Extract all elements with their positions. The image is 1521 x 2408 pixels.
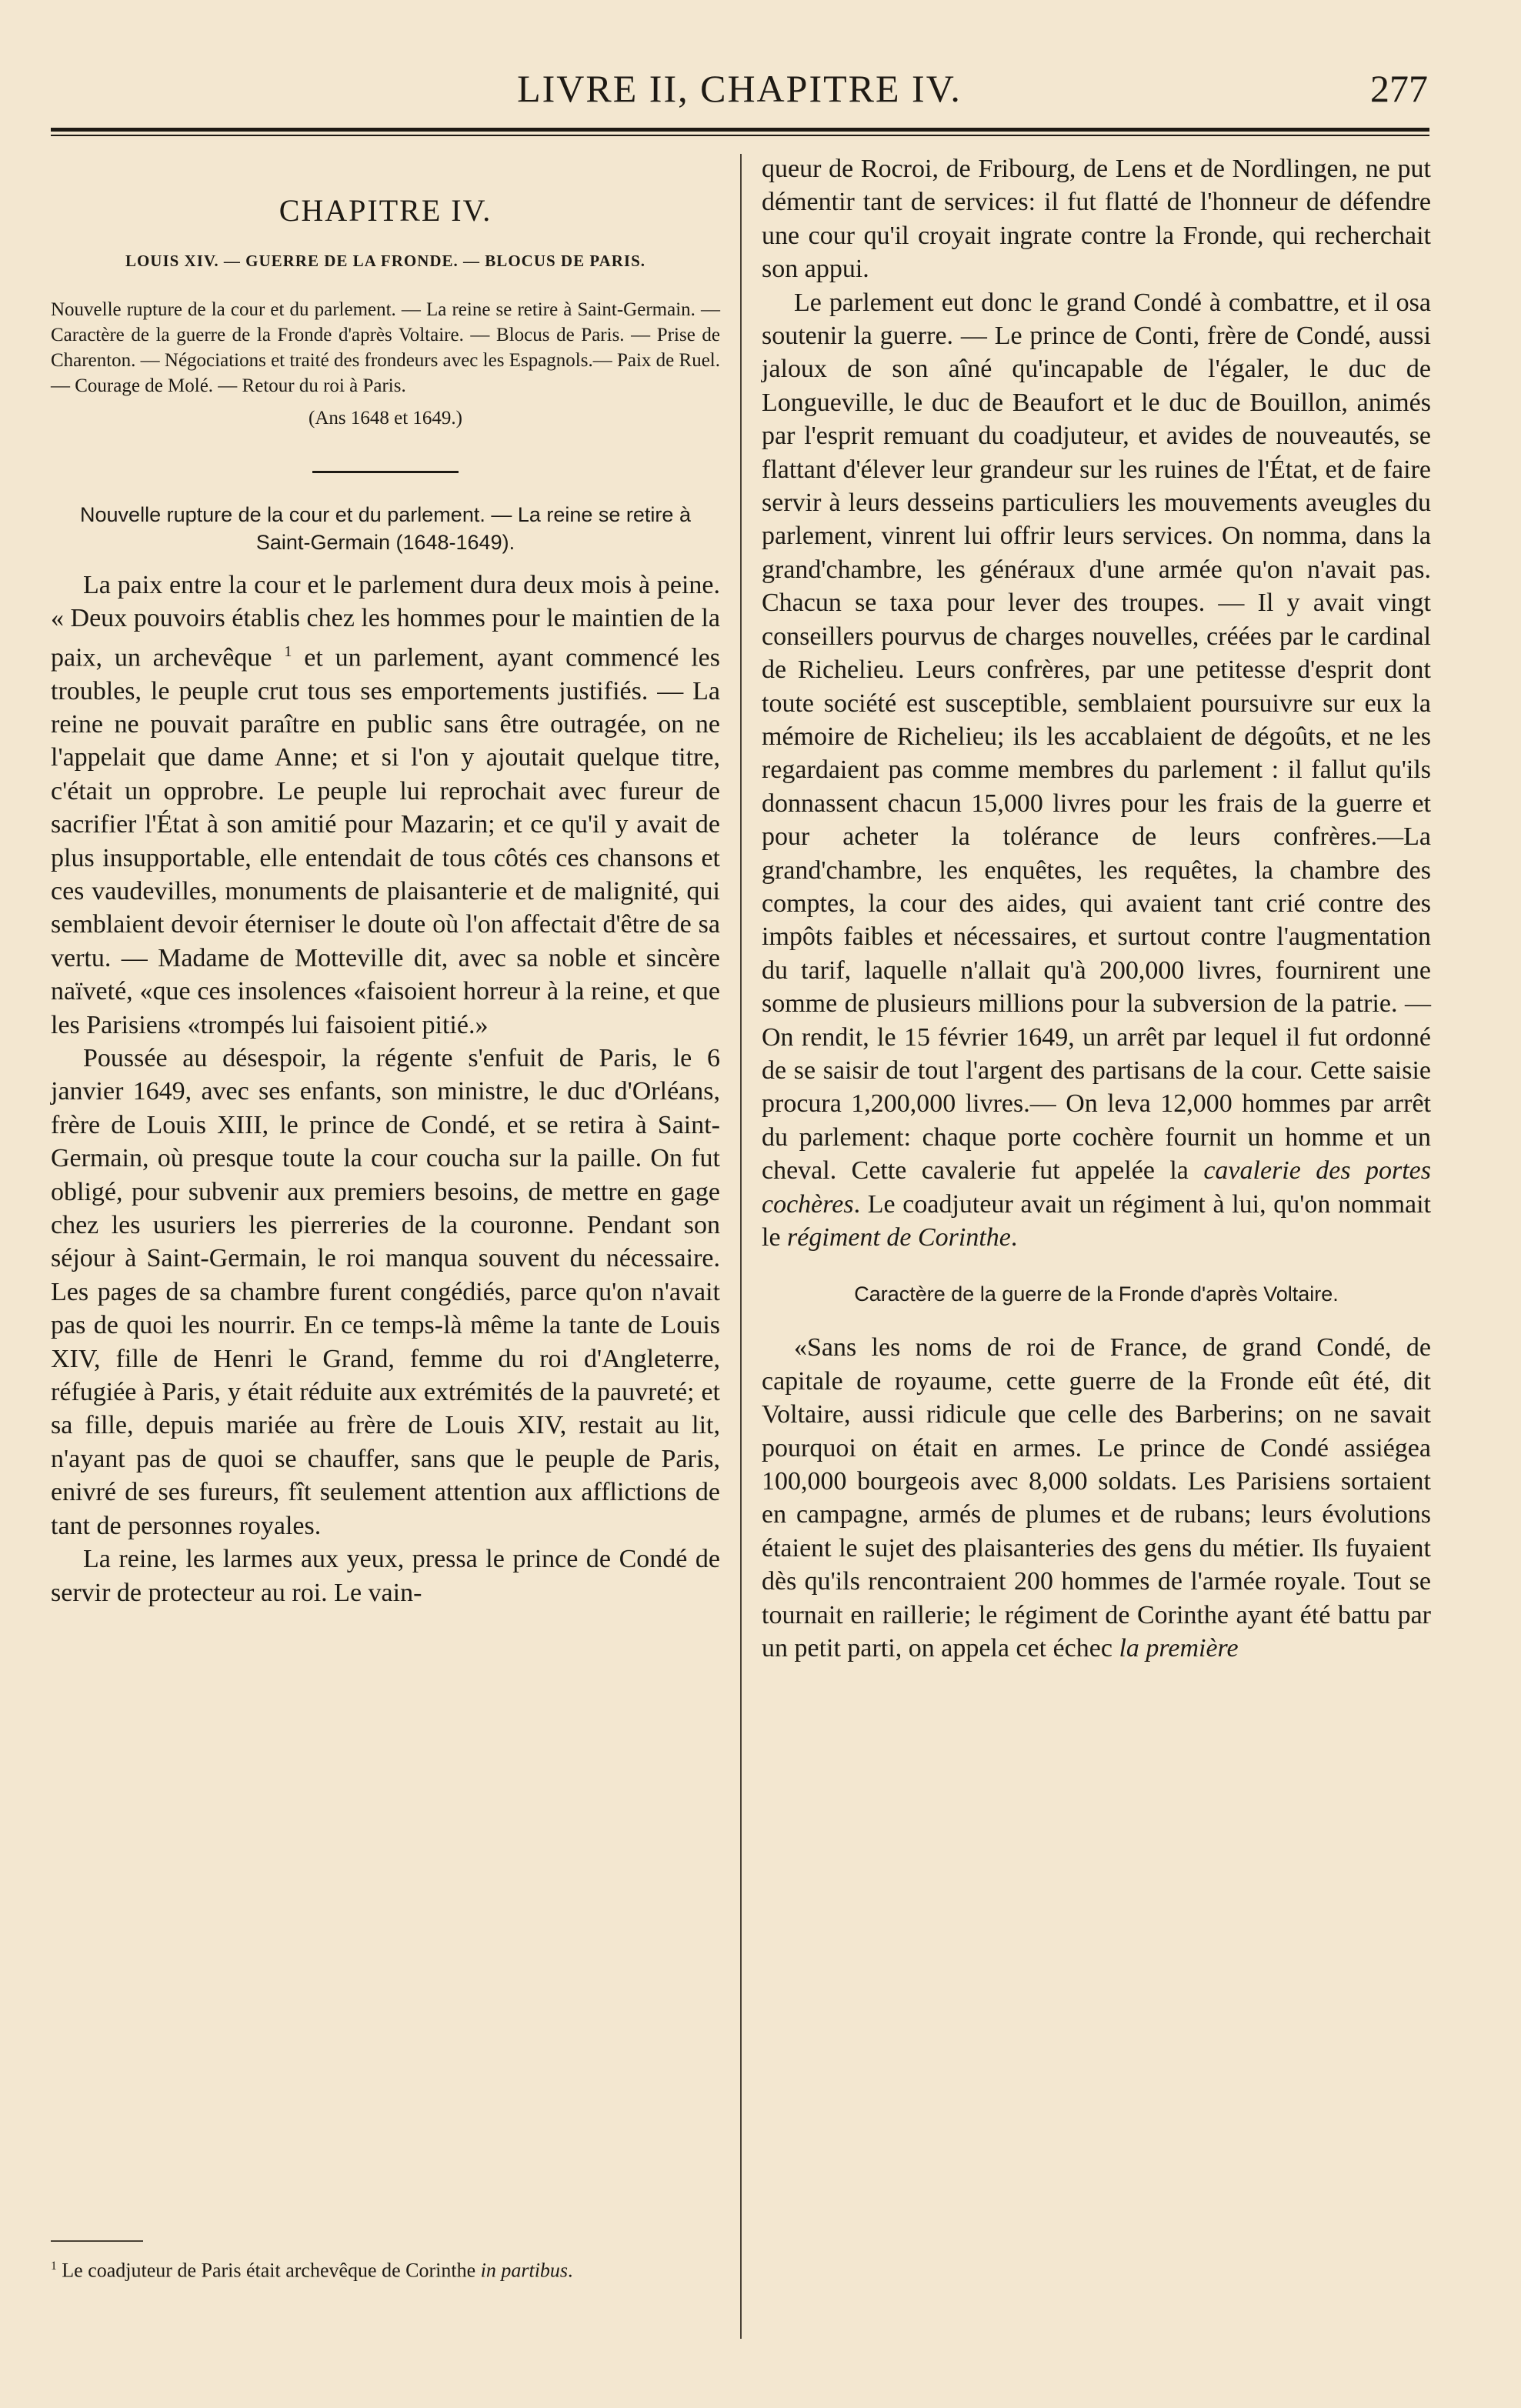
paragraph-4: Le parlement eut donc le grand Condé à combattre, et il osa soutenir la guerre. — Le prince de Conti, frère de Condé, aussi jaloux de son aîné qu'incapable de l'égaler, le duc de Longueville, le duc de Beaufort et le duc de Bouillon, animés par l'esprit remuant du coadjuteur, et avides de nouveautés, se flattant d'élever leur grandeur sur les ruines de l'État, et de faire servir à leurs desseins particuliers les mouvements aveugles du parlement, vinrent lui offrir leurs services. On nomma, dans la grand'chambre, les généraux d'une armée qu'on n'avait pas. Chacun se taxa pour lever des troupes. — Il y avait vingt conseillers pourvus de charges nouvelles, créées par le cardinal de Richelieu. Leurs confrères, par une petitesse d'esprit dont toute société est susceptible, semblaient poursuivre sur eux la mémoire de Richelieu; ils les accablaient de dégoûts, et ne les regardaient pas comme membres du parlement : il fallut qu'ils donnassent chacun 15,000 livres pour les frais de la guerre et pour acheter la tolérance de leurs confrères.—La grand'chambre, les enquêtes, les requêtes, la chambre des comptes, la cour des aides, qui avaient tant crié contre des impôts faibles et nécessaires, et surtout contre l'augmentation du tarif, laquelle n'allait qu'à 200,000 livres, fournirent une somme de plusieurs millions pour la subversion de la patrie. — On rendit, le 15 février 1649, un arrêt par lequel il fut ordonné de se saisir de tout l'argent des partisans de la cour. Cette saisie procura 1,200,000 livres.— On leva 12,000 hommes par arrêt du parlement: chaque porte cochère fournit un homme et un cheval. Cette cavalerie fut appelée la cavalerie des portes cochères. Le coadjuteur avait un régiment à lui, qu'on nommait le régiment de Corinthe. — [762, 288, 1432, 1252]
header-rule-thin — [51, 135, 1429, 136]
chapter-title: CHAPITRE IV. — [279, 193, 492, 228]
section-rule — [312, 471, 459, 473]
left-column — [51, 162, 720, 1609]
page-number: 277 — [1370, 67, 1428, 110]
footnote: $^1$ Le coadjuteur de Paris était archevêque de Corinthe in partibus. — [51, 2259, 573, 2282]
right-column — [762, 152, 1431, 1665]
section-heading-2: Caractère de la guerre de la Fronde d'après Voltaire. — [854, 1282, 1339, 1306]
footnote-rule — [51, 2240, 143, 2242]
paragraph-3: La reine, les larmes aux yeux, pressa le prince de Condé de servir de protecteur au roi. Le vain- — [51, 1545, 720, 1607]
chapter-dates: (Ans 1648 et 1649.) — [309, 408, 462, 429]
paragraph-5: «Sans les noms de roi de France, de grand Condé, de capitale de royaume, cette guerre de la Fronde eût été, dit Voltaire, aussi ridicule que celle des Barberins; on ne savait pourquoi on était en armes. Le prince de Condé assiégea 100,000 bourgeois avec 8,000 soldats. Les Parisiens sortaient en campagne, armés de plumes et de rubans; leurs évolutions étaient le sujet des plaisanteries des gens du métier. Ils fuyaient dès qu'ils rencontraient 200 hommes de l'armée royale. Tout se tournait en raillerie; le régiment de Corinthe ayant été battu par un petit parti, on appela cet échec la première — [762, 1333, 1431, 1663]
paragraph-1: La paix entre la cour et le parlement dura deux mois à peine. « Deux pouvoirs établis chez les hommes pour le maintien de la paix, un archevêque $^1$ et un parlement, ayant commencé les troubles, le peuple crut tous ses emportements justifiés. — La reine ne pouvait paraître en public sans être outragée, on ne l'appelait que dame Anne; et si l'on y ajoutait quelque titre, c'était un opprobre. Le peuple lui reprochait avec fureur de sacrifier l'État à son amitié pour Mazarin; et ce qu'il y avait de plus insupportable, elle entendait de tous côtés ces chansons et ces vaudevilles, monuments de plaisanterie et de malignité, qui semblaient devoir éterniser le doute où l'on affectait d'être de sa vertu. — Madame de Motteville dit, avec sa noble et sincère naïveté, «que ces insolences «faisoient horreur à la reine, et que les Parisiens «trompés lui faisoient pitié.» — [51, 571, 721, 1039]
footnote-marker: 1 — [284, 642, 292, 660]
chapter-subtitle: LOUIS XIV. — GUERRE DE LA FRONDE. — BLOCUS DE PARIS. — [125, 252, 646, 270]
header-rule-thick — [51, 128, 1429, 132]
section-heading-1: Nouvelle rupture de la cour et du parlement. — La reine se retire à Saint-Germain (1648-1649). — [80, 503, 691, 554]
paragraph-3-continued: queur de Rocroi, de Fribourg, de Lens et de Nordlingen, ne put démentir tant de services: il fut flatté de l'honneur de défendre une cour qu'il croyait ingrate contre la Fronde, qui recherchait son appui. — [762, 155, 1431, 284]
running-title: LIVRE II, CHAPITRE IV. — [517, 67, 962, 110]
paragraph-2: Poussée au désespoir, la régente s'enfuit de Paris, le 6 janvier 1649, avec ses enfants, son ministre, le duc d'Orléans, frère de Louis XIII, le prince de Condé, et se retira à Saint-Germain, où presque toute la cour coucha sur la paille. On fut obligé, pour subvenir aux premiers besoins, de mettre en gage chez les usuriers les pierreries de la couronne. Pendant son séjour à Saint-Germain, le roi manqua souvent du nécessaire. Les pages de sa chambre furent congédiés, parce qu'on n'avait pas de quoi les nourrir. En ce temps-là même la tante de Louis XIV, fille de Henri le Grand, femme du roi d'Angleterre, réfugiée à Paris, y était réduite aux extrémités de la pauvreté; et sa fille, depuis mariée au frère de Louis XIV, restait au lit, n'ayant pas de quoi se chauffer, sans que le peuple de Paris, enivré de ses fureurs, fît seulement attention aux afflictions de tant de personnes royales. — [51, 1044, 720, 1540]
chapter-summary: Nouvelle rupture de la cour et du parlement. — La reine se retire à Saint-Germain. — Caractère de la guerre de la Fronde d'après Voltaire. — Blocus de Paris. — Prise de Charenton. — Négociations et traité des frondeurs avec les Espagnols.— Paix de Ruel. — Courage de Molé. — Retour du roi à Paris. — [51, 299, 720, 396]
column-divider — [740, 154, 742, 2339]
running-head — [51, 66, 1428, 112]
